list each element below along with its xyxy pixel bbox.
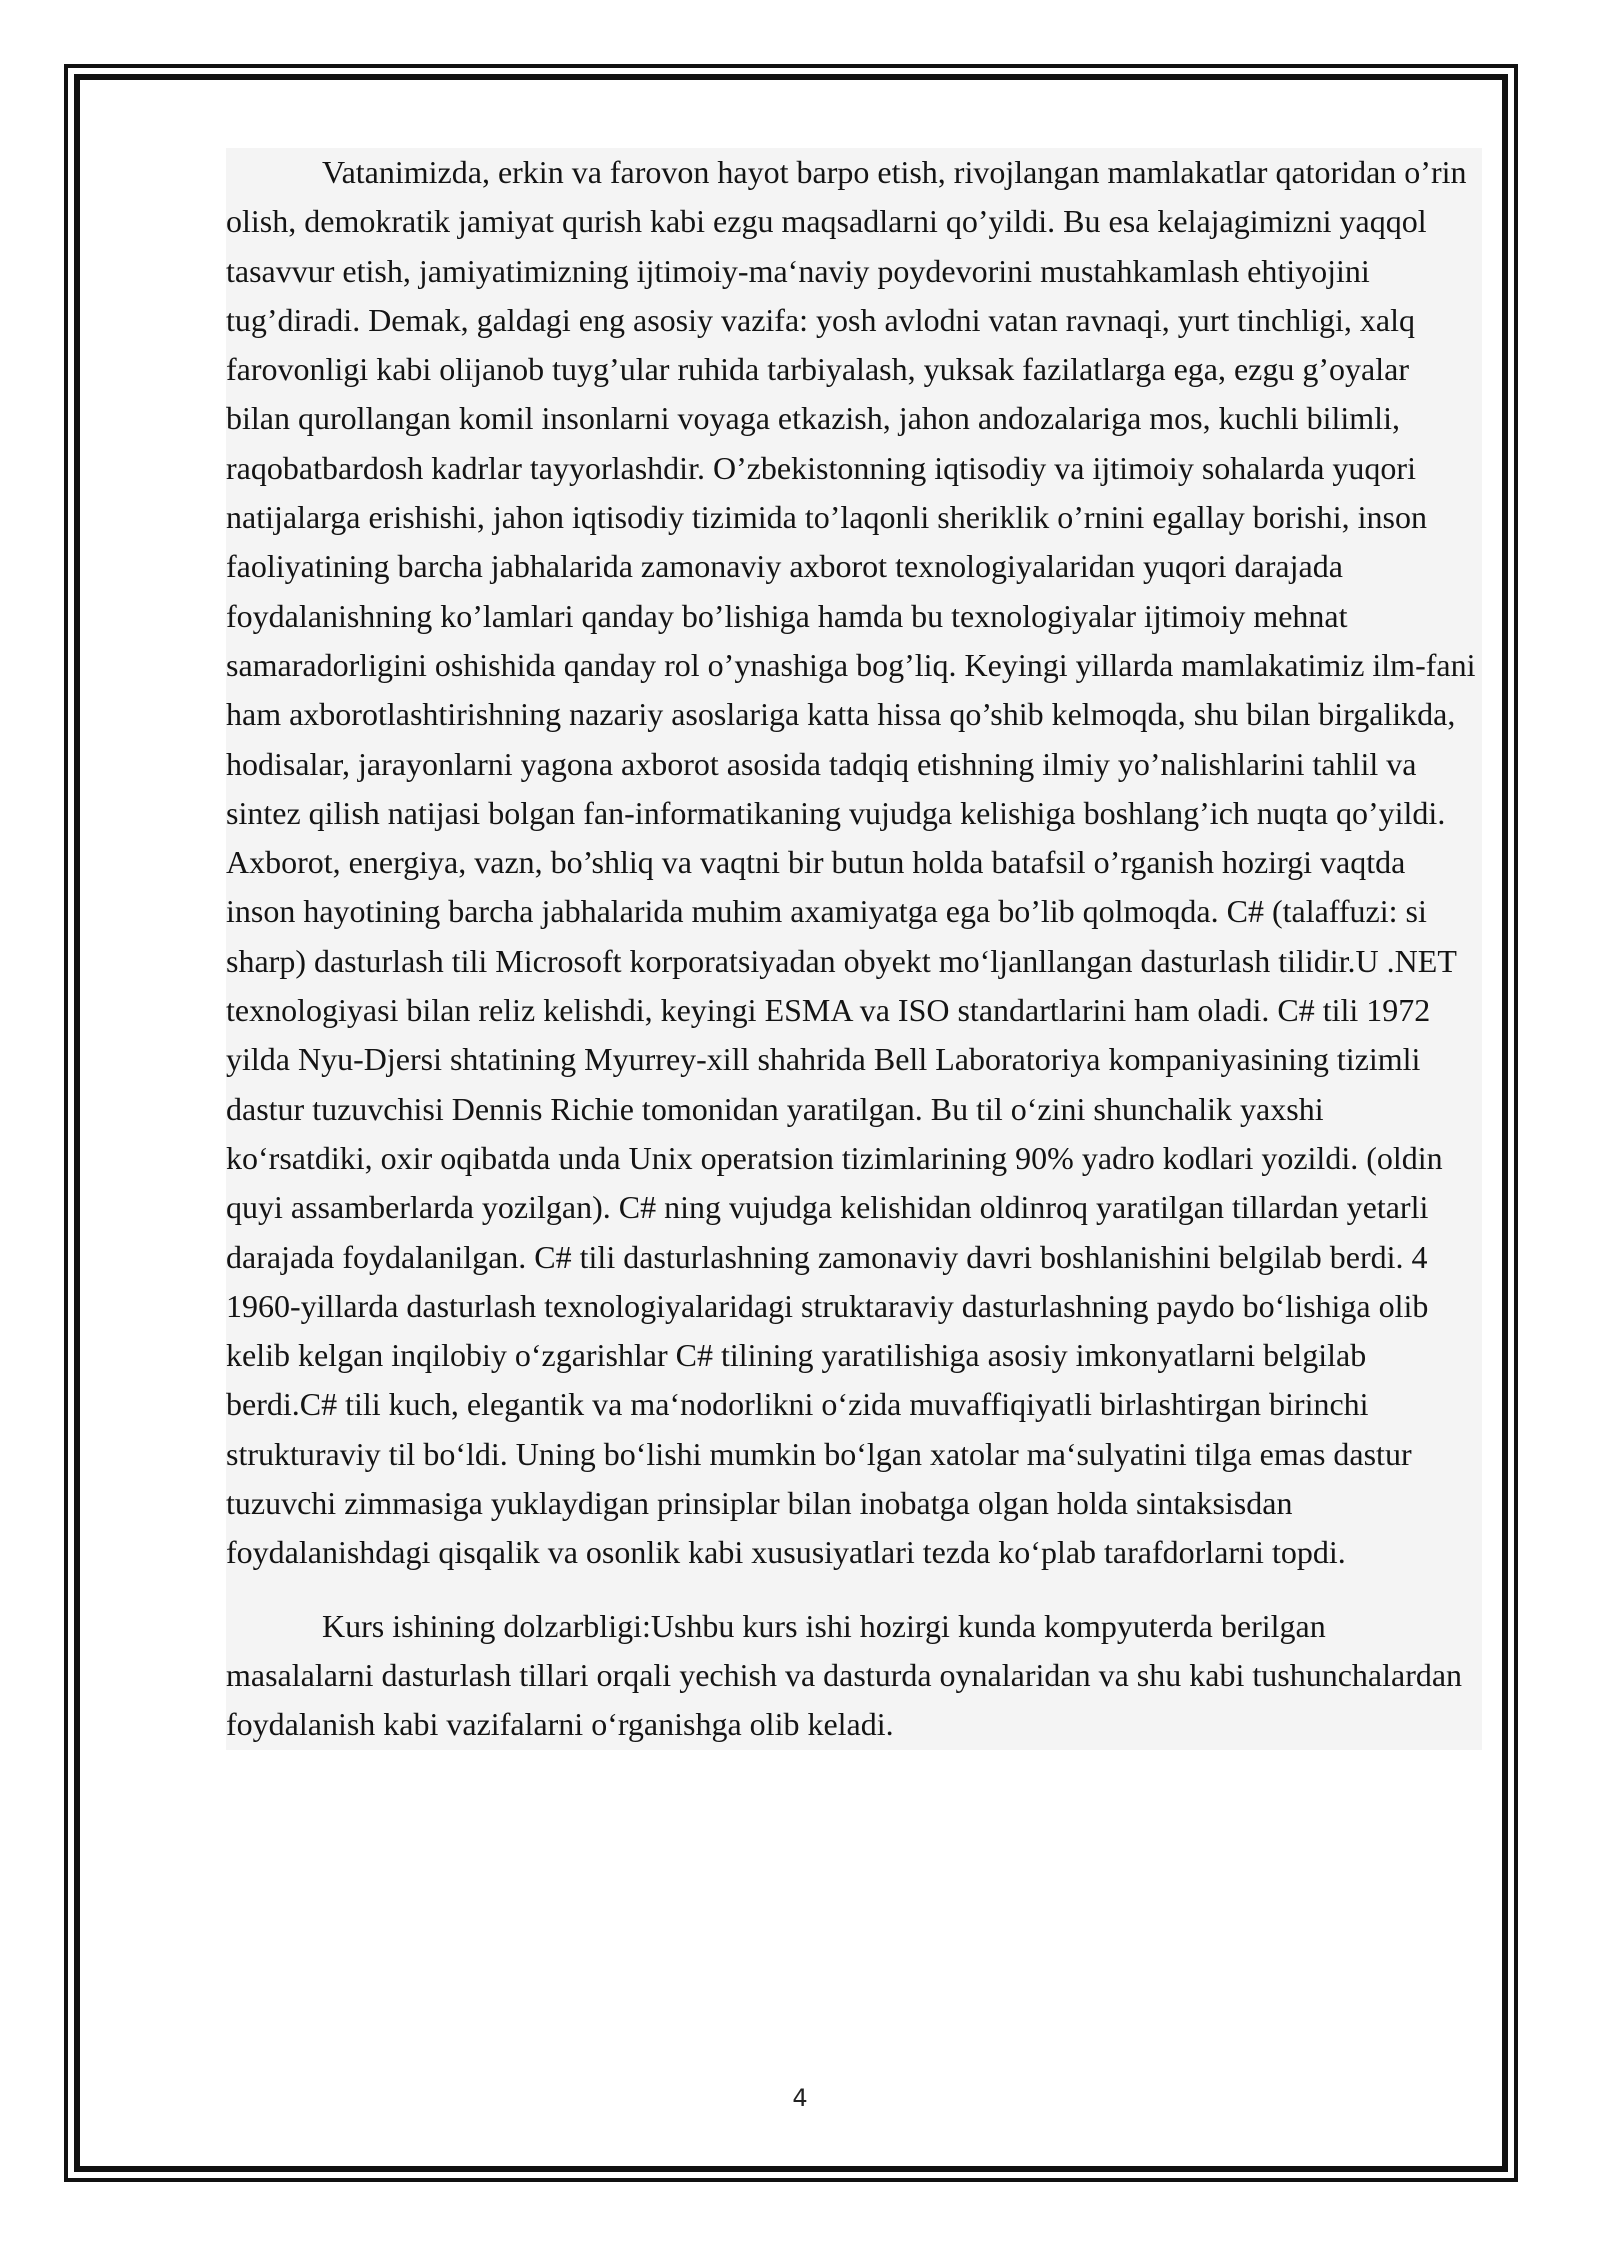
paragraph-intro: Vatanimizda, erkin va farovon hayot barpo etish, rivojlangan mamlakatlar qatoridan o’rin olish, demokratik jamiyat qurish kabi ezgu maqsadlarni qo’yildi. Bu esa kelajagimizni yaqqol tasavvur etish, jamiyatimizning ijtimoiy-ma‘naviy poydevorini mustahkamlash ehtiyojini tug’diradi. Demak, galdagi eng asosiy vazifa: yosh avlodni vatan ravnaqi, yurt tinchligi, xalq farovonligi kabi olijanob tuyg’ular ruhida tarbiyalash, yuksak fazilatlarga ega, ezgu g’oyalar bilan qurollangan komil insonlarni voyaga etkazish, jahon andozalariga mos, kuchli bilimli, raqobatbardosh kadrlar tayyorlashdir. O’zbekistonning iqtisodiy va ijtimoiy sohalarda yuqori natijalarga erishishi, jahon iqtisodiy tizimida to’laqonli sheriklik o’rnini egallay borishi, inson faoliyatining barcha jabhalarida zamonaviy axborot texnologiyalaridan yuqori darajada foydalanishning ko’lamlari qanday bo’lishiga hamda bu texnologiyalar ijtimoiy mehnat samaradorligini oshishida qanday rol o’ynashiga bog’liq. Keyingi yillarda mamlakatimiz ilm-fani ham axborotlashtirishning nazariy asoslariga katta hissa qo’shib kelmoqda, shu bilan birgalikda, hodisalar, jarayonlarni yagona axborot asosida tadqiq etishning ilmiy yo’nalishlarini tahlil va sintez qilish natijasi bolgan fan-informatikaning vujudga kelishiga boshlang’ich nuqta qo’yildi. Axborot, energiya, vazn, bo’shliq va vaqtni bir butun holda batafsil o’rganish hozirgi vaqtda inson hayotining barcha jabhalarida muhim axamiyatga ega bo’lib qolmoqda. C# (talaffuzi: si sharp) dasturlash tili Microsoft korporatsiyadan obyekt mo‘ljanllangan dasturlash tilidir.U .NET texnologiyasi bilan reliz kelishdi, keyingi ESMA va ISO standartlarini ham oladi. C# tili 1972 yilda Nyu-Djersi shtatining Myurrey-xill shahrida Bell Laboratoriya kompaniyasining tizimli dastur tuzuvchisi Dennis Richie tomonidan yaratilgan. Bu til o‘zini shunchalik yaxshi ko‘rsatdiki, oxir oqibatda unda Unix operatsion tizimlarining 90% yadro kodlari yozildi. (oldin quyi assamberlarda yozilgan). C# ning vujudga kelishidan oldinroq yaratilgan tillardan yetarli darajada foydalanilgan. C# tili dasturlashning zamonaviy davri boshlanishini belgilab berdi. 4 1960-yillarda dasturlash texnologiyalaridagi struktaraviy dasturlashning paydo bo‘lishiga olib kelib kelgan inqilobiy o‘zgarishlar C# tilining yaratilishiga asosiy imkonyatlarni belgilab berdi.C# tili kuch, elegantik va ma‘nodorlikni o‘zida muvaffiqiyatli birlashtirgan birinchi strukturaviy til bo‘ldi. Uning bo‘lishi mumkin bo‘lgan xatolar ma‘sulyatini tilga emas dastur tuzuvchi zimmasiga yuklaydigan prinsiplar bilan inobatga olgan holda sintaksisdan foydalanishdagi qisqalik va osonlik kabi xususiyatlari tezda ko‘plab tarafdorlarni topdi. — [226, 154, 1476, 1571]
document-body — [226, 148, 1482, 1750]
paragraph-relevance: Kurs ishining dolzarbligi:Ushbu kurs ishi hozirgi kunda kompyuterda berilgan masalalarni dasturlash tillari orqali yechish va dasturda oynalaridan va shu kabi tushunchalardan foydalanish kabi vazifalarni o‘rganishga olib keladi. — [226, 1607, 1463, 1743]
page-number: 4 — [792, 2084, 808, 2112]
